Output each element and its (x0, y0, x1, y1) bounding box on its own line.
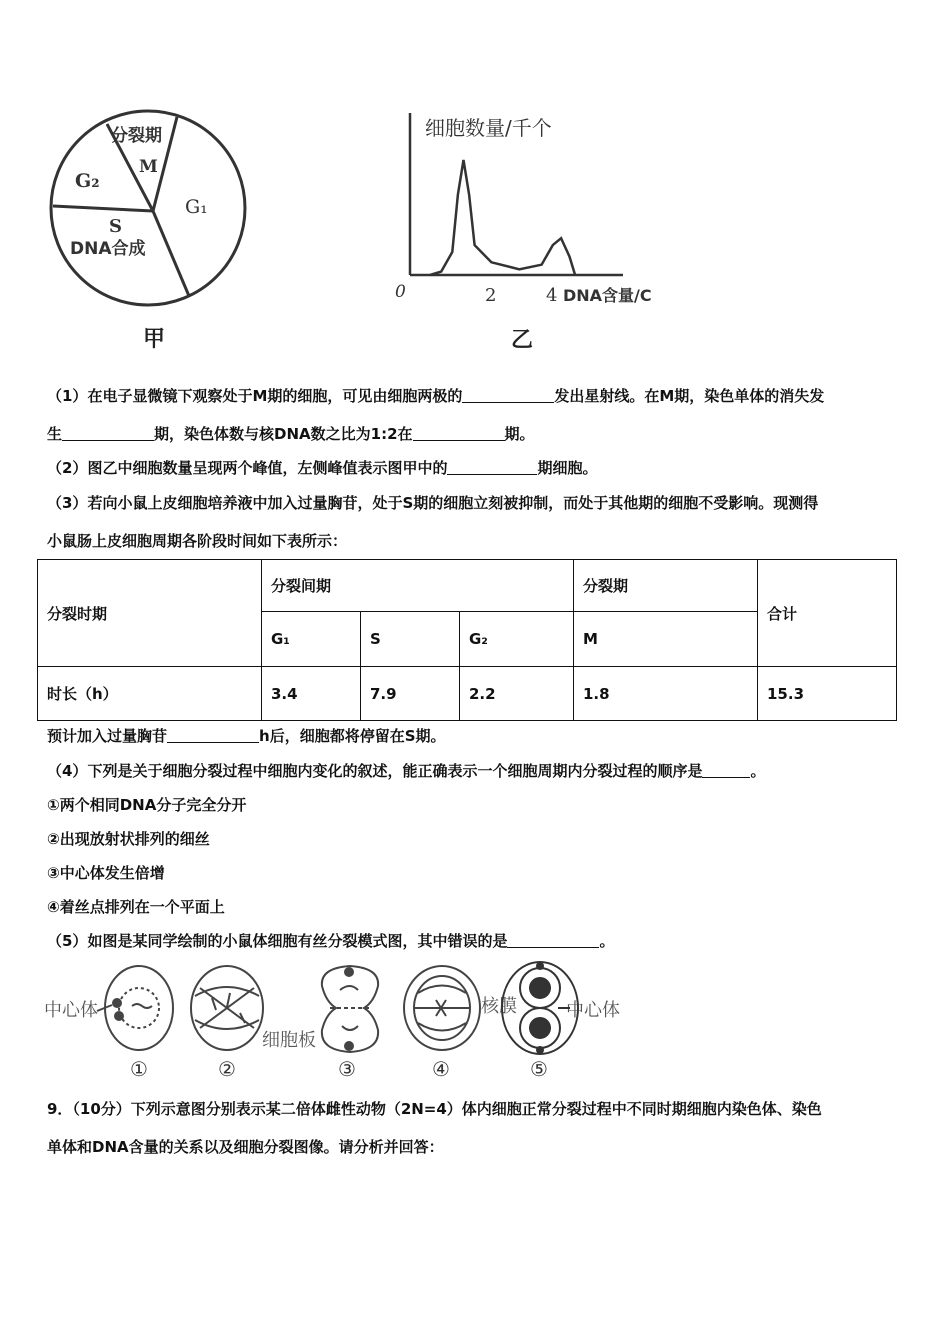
answer-blank[interactable] (62, 425, 154, 441)
table-cell: 1.8 (574, 667, 758, 721)
cell-cycle-table (37, 559, 897, 721)
table-cell: 15.3 (758, 667, 897, 721)
cell-1 (97, 966, 173, 1050)
chart-xlabel: DNA含量/C (563, 286, 652, 305)
pie-label-s: S (109, 216, 122, 237)
table-header-interphase: 分裂间期 (262, 560, 574, 612)
table-header-total: 合计 (758, 560, 897, 667)
answer-blank[interactable] (462, 387, 554, 403)
pie-divider (53, 206, 153, 211)
option-3: ③中心体发生倍增 (47, 864, 165, 882)
mitosis-diagram (40, 958, 640, 1083)
question-1-line-1: （1）在电子显微镜下观察处于M期的细胞，可见由细胞两极的 发出星射线。在M期，染色单体的消失发 (47, 387, 825, 405)
figure-number: ⑤ (530, 1057, 548, 1081)
question-5: （5）如图是某同学绘制的小鼠体细胞有丝分裂模式图，其中错误的是 。 (47, 932, 615, 950)
figure-caption-yi: 乙 (511, 328, 534, 353)
pie-divider (153, 211, 189, 296)
pie-label-dna-synthesis: DNA合成 (70, 239, 146, 259)
table-cell: 2.2 (460, 667, 574, 721)
table-cell: 3.4 (262, 667, 361, 721)
x-tick-label: 4 (546, 285, 558, 306)
table-phase-g2: G₂ (460, 612, 574, 667)
label-centrosome-left: 中心体 (44, 1000, 98, 1021)
option-4: ④着丝点排列在一个平面上 (47, 898, 225, 916)
question-9-line-2: 单体和DNA含量的关系以及细胞分裂图像。请分析并回答： (47, 1138, 444, 1156)
cell-4 (404, 966, 480, 1050)
answer-blank[interactable] (167, 727, 259, 743)
cell-3 (322, 966, 378, 1052)
dna-content-chart (385, 105, 695, 355)
cell-cycle-pie-diagram (45, 108, 260, 358)
question-3-answer-line: 预计加入过量胸苷 h后，细胞都将停留在S期。 (47, 727, 446, 745)
x-tick-label: 2 (485, 285, 497, 306)
question-1-line-2: 生 期，染色体数与核DNA数之比为1:2在 期。 (47, 425, 535, 443)
question-4: （4）下列是关于细胞分裂过程中细胞内变化的叙述，能正确表示一个细胞周期内分裂过程的顺序是 。 (47, 762, 766, 780)
table-header-mitosis: 分裂期 (574, 560, 758, 612)
figure-number: ① (130, 1057, 148, 1081)
answer-blank[interactable] (413, 425, 505, 441)
chart-origin: 0 (395, 282, 406, 302)
pie-label-g2: G₂ (75, 170, 100, 192)
option-2: ②出现放射状排列的细丝 (47, 830, 210, 848)
table-phase-g1: G₁ (262, 612, 361, 667)
figure-number: ② (218, 1057, 236, 1081)
table-header-stage: 分裂时期 (38, 560, 262, 667)
question-9-line-1: 9．（10分）下列示意图分别表示某二倍体雌性动物（2N=4）体内细胞正常分裂过程中不同时期细胞内染色体、染色 (47, 1100, 822, 1118)
pie-label-division-phase: 分裂期 (111, 126, 162, 146)
table-row-label: 时长（h） (38, 667, 262, 721)
question-3-line-2: 小鼠肠上皮细胞周期各阶段时间如下表所示： (47, 532, 348, 550)
answer-blank[interactable] (447, 459, 537, 475)
label-centrosome-right: 中心体 (566, 1000, 620, 1021)
label-nuclear-membrane: 核膜 (481, 996, 517, 1017)
pie-label-g1: G₁ (185, 196, 208, 218)
answer-blank[interactable] (702, 762, 750, 778)
question-2: （2）图乙中细胞数量呈现两个峰值，左侧峰值表示图甲中的 期细胞。 (47, 459, 598, 477)
table-phase-m: M (574, 612, 758, 667)
chart-ylabel: 细胞数量/千个 (425, 116, 552, 140)
table-cell: 7.9 (361, 667, 460, 721)
table-phase-s: S (361, 612, 460, 667)
label-cell-plate: 细胞板 (262, 1030, 316, 1051)
figure-number: ③ (338, 1057, 356, 1081)
option-1: ①两个相同DNA分子完全分开 (47, 796, 247, 814)
cell-2 (191, 966, 263, 1050)
question-3-line-1: （3）若向小鼠上皮细胞培养液中加入过量胸苷，处于S期的细胞立刻被抑制，而处于其他期的细胞不受影响。现测得 (47, 494, 819, 512)
data-series-line (430, 160, 575, 275)
figure-caption-jia: 甲 (143, 327, 166, 352)
figure-number: ④ (432, 1057, 450, 1081)
answer-blank[interactable] (507, 932, 599, 948)
pie-label-m: M (139, 157, 158, 177)
